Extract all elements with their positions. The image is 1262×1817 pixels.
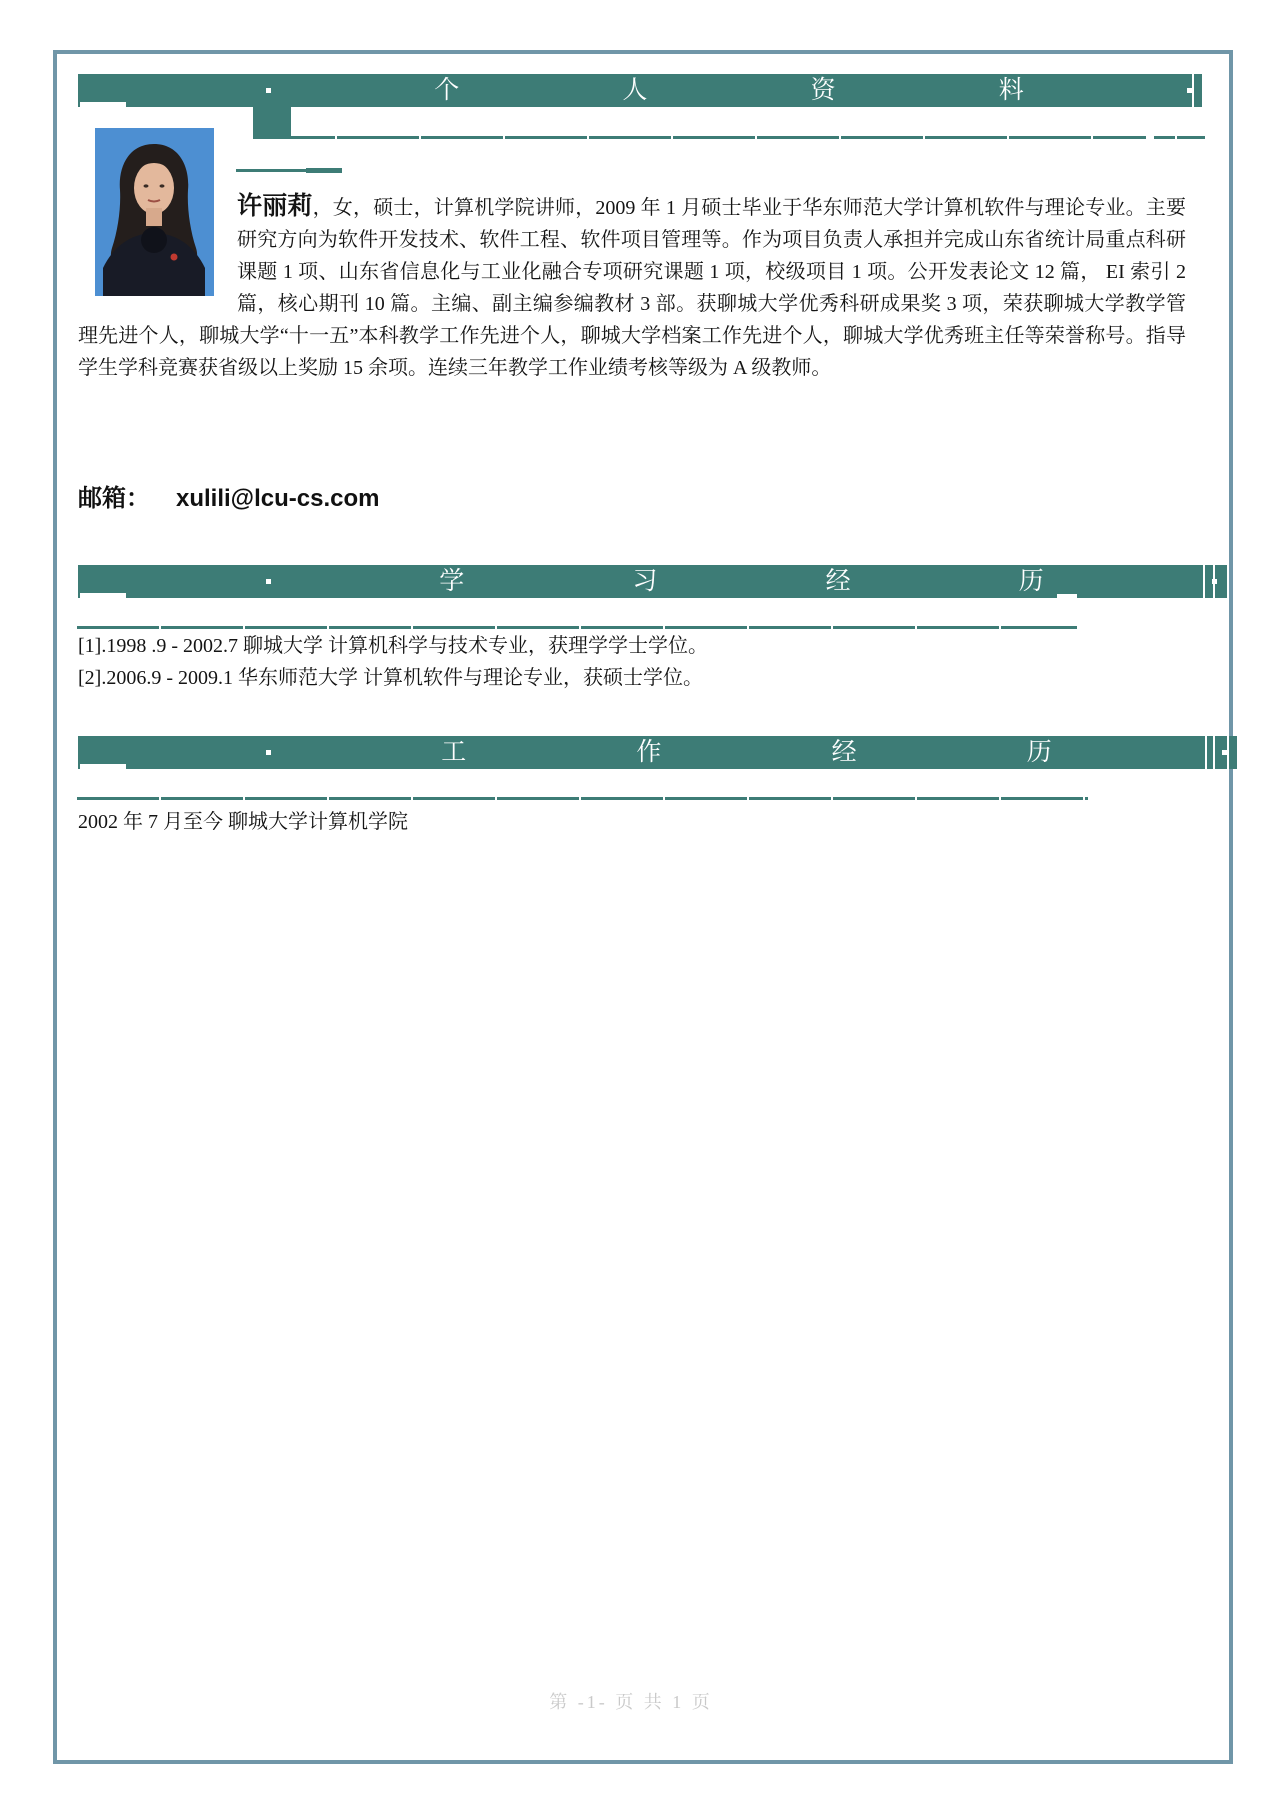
dot-separator [266, 750, 271, 755]
decorative-rule [253, 136, 1205, 139]
bar-notch [80, 593, 126, 598]
photo-flow-spacer [78, 190, 237, 290]
section-title-row [266, 74, 1192, 107]
bar-notch [80, 102, 126, 107]
bar-hairline [1227, 736, 1229, 769]
section-header-education [78, 565, 1227, 598]
section-title-char: 工 [441, 738, 467, 766]
bio-paragraph [78, 190, 1186, 384]
email-label: 邮箱： [78, 485, 150, 512]
bar-notch [80, 764, 126, 769]
decorative-dash [306, 168, 342, 173]
education-list [78, 630, 708, 694]
section-title-char: 作 [636, 738, 662, 766]
section-title-char: 人 [622, 76, 648, 104]
bar-hairline [1213, 736, 1215, 769]
work-item: 2002 年 7 月至今 聊城大学计算机学院 [78, 811, 408, 833]
section-title-char: 学 [439, 567, 465, 595]
section-header-work [78, 736, 1237, 769]
education-item: [1].1998 .9 - 2002.7 聊城大学 计算机科学与技术专业，获理学学士学位。 [78, 635, 708, 657]
section-title-char: 历 [1026, 738, 1052, 766]
email-value: xulili@lcu-cs.com [176, 485, 380, 512]
rule-gap [1146, 136, 1154, 140]
section-title-row [266, 565, 1217, 598]
dot-separator [266, 88, 271, 93]
decorative-dash [236, 169, 310, 172]
page-number-footer: 第 -1- 页 共 1 页 [549, 1692, 713, 1712]
bar-hairline [1213, 565, 1215, 598]
section-header-personal-info [78, 74, 1202, 107]
work-rule [77, 797, 1088, 800]
bar-hairline [1205, 736, 1207, 769]
section-title-char: 经 [831, 738, 857, 766]
person-name: 许丽莉 [237, 192, 313, 220]
section-title-char: 经 [825, 567, 851, 595]
bio-text: ，女，硕士，计算机学院讲师，2009 年 1 月硕士毕业于华东师范大学计算机软件与理论专业。主要研究方向为软件开发技术、软件工程、软件项目管理等。作为项目负责人承担并完成山东省统计局重点科研课题 1 项、山东省信息化与工业化融合专项研究课题 1 项，校级项目 1 项。公开发表论文 12 篇， EI 索引 2 篇，核心期刊 10 篇。主编、副主编参编教材 3 部。获聊城大学优秀科研成果奖 3 项，荣获聊城大学教学管理先进个人，聊城大学“十一五”本科教学工作先进个人，聊城大学档案工作先进个人，聊城大学优秀班主任等荣誉称号。指导学生学科竞赛获省级以上奖励 15 余项。连续三年教学工作业绩考核等级为 A 级教师。 [78, 197, 1186, 379]
email-row [78, 478, 379, 513]
section-title-row [266, 736, 1227, 769]
section-title-char: 历 [1018, 567, 1044, 595]
work-list [78, 806, 408, 838]
section-title-char: 个 [434, 76, 460, 104]
bar-hairline [1203, 565, 1205, 598]
section-title-char: 料 [998, 76, 1024, 104]
dot-separator [266, 579, 271, 584]
section-title-char: 资 [810, 76, 836, 104]
decorative-square [253, 107, 291, 136]
section-title-char: 习 [632, 567, 658, 595]
education-rule [77, 626, 1077, 629]
education-item: [2].2006.9 - 2009.1 华东师范大学 计算机软件与理论专业，获硕士学位。 [78, 667, 703, 689]
bar-hairline [1192, 74, 1194, 107]
